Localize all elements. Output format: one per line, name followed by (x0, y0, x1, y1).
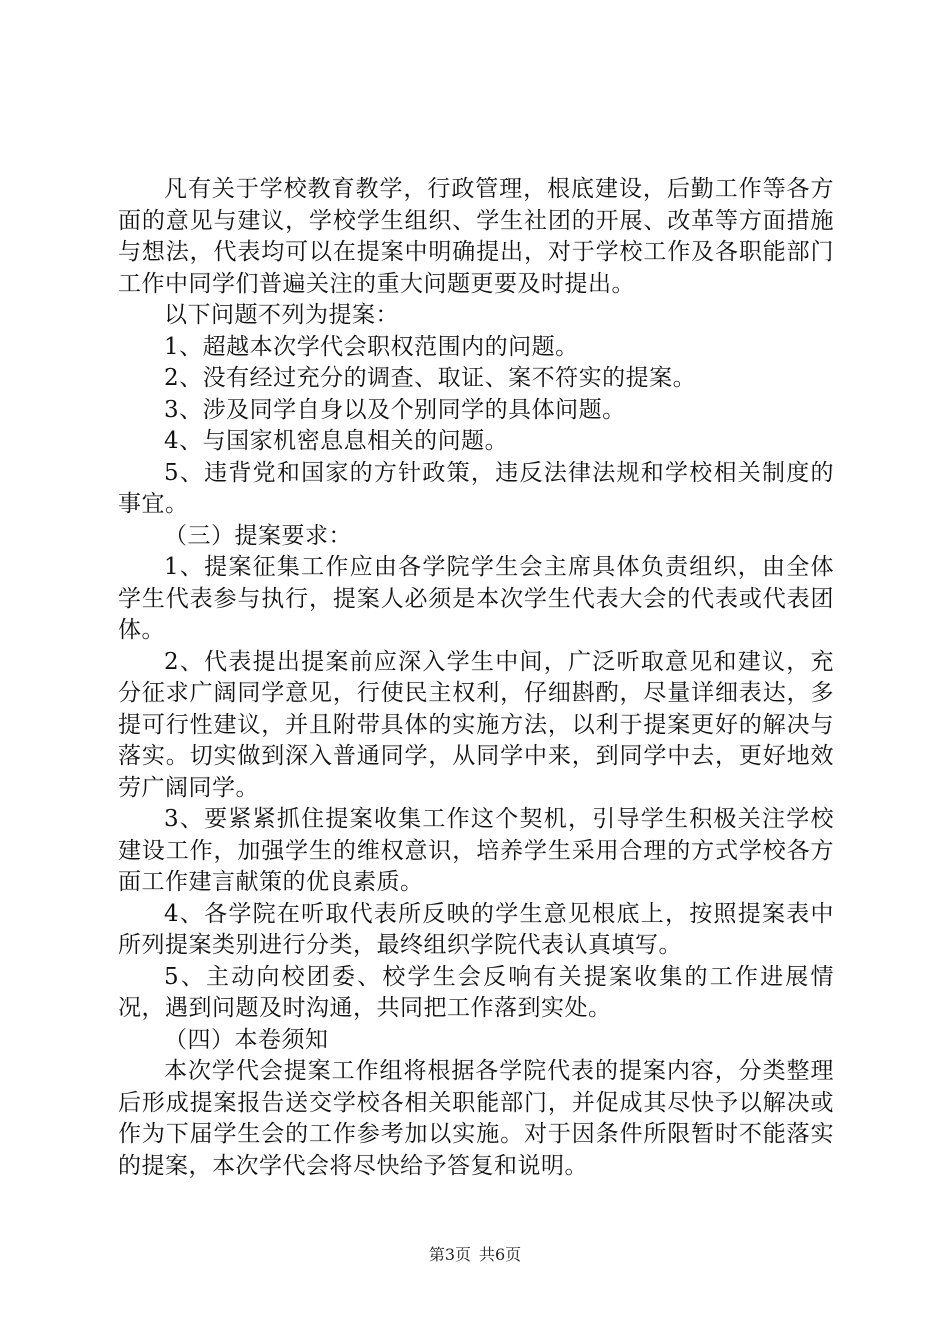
paragraph-requirement-1: 1、提案征集工作应由各学院学生会主席具体负责组织，由全体学生代表参与执行，提案人必须是本次学生代表大会的代表或代表团体。 (118, 554, 834, 643)
paragraph-notes: 本次学代会提案工作组将根据各学院代表的提案内容，分类整理后形成提案报告送交学校各相关职能部门，并促成其尽快予以解决或作为下届学生会的工作参考加以实施。对于因条件所限暂时不能落实的提案，本次学代会将尽快给予答复和说明。 (118, 1058, 834, 1179)
paragraph-exclusion-5: 5、违背党和国家的方针政策，违反法律法规和学校相关制度的事宜。 (118, 459, 834, 517)
paragraph-exclusion-1: 1、超越本次学代会职权范围内的问题。 (164, 333, 579, 360)
paragraph-requirement-3: 3、要紧紧抓住提案收集工作这个契机，引导学生积极关注学校建设工作，加强学生的维权意识，培养学生采用合理的方式学校各方面工作建言献策的优良素质。 (118, 806, 834, 895)
paragraph-requirement-2: 2、代表提出提案前应深入学生中间，广泛听取意见和建议，充分征求广阔同学意见，行使民主权利，仔细斟酌，尽量详细表达，多提可行性建议，并且附带具体的实施方法，以利于提案更好的解决与落实。切实做到深入普通同学，从同学中来，到同学中去，更好地效劳广阔同学。 (118, 648, 834, 801)
page-footer (0, 1245, 950, 1265)
page-number: 第3页 (428, 1245, 471, 1264)
section-heading-notes: （四）本卷须知 (164, 1026, 329, 1053)
paragraph-exclusion-3: 3、涉及同学自身以及个别同学的具体问题。 (164, 396, 626, 423)
paragraph-requirement-4: 4、各学院在听取代表所反映的学生意见根底上，按照提案表中所列提案类别进行分类，最终组织学院代表认真填写。 (118, 900, 834, 958)
section-heading-requirements: （三）提案要求： (164, 522, 352, 549)
paragraph-exclusion-2: 2、没有经过充分的调查、取证、案不符实的提案。 (164, 365, 697, 391)
paragraph-exclusions-heading: 以下问题不列为提案： (164, 302, 399, 328)
page-total: 共6页 (479, 1245, 522, 1264)
paragraph-intro: 凡有关于学校教育教学，行政管理，根底建设，后勤工作等各方面的意见与建议，学校学生组织、学生社团的开展、改革等方面措施与想法，代表均可以在提案中明确提出，对于学校工作及各职能部门工作中同学们普遍关注的重大问题更要及时提出。 (118, 176, 834, 297)
document-body (118, 174, 834, 1182)
paragraph-exclusion-4: 4、与国家机密息息相关的问题。 (164, 428, 509, 454)
paragraph-requirement-5: 5、主动向校团委、校学生会反响有关提案收集的工作进展情况，遇到问题及时沟通，共同把工作落到实处。 (118, 963, 834, 1021)
